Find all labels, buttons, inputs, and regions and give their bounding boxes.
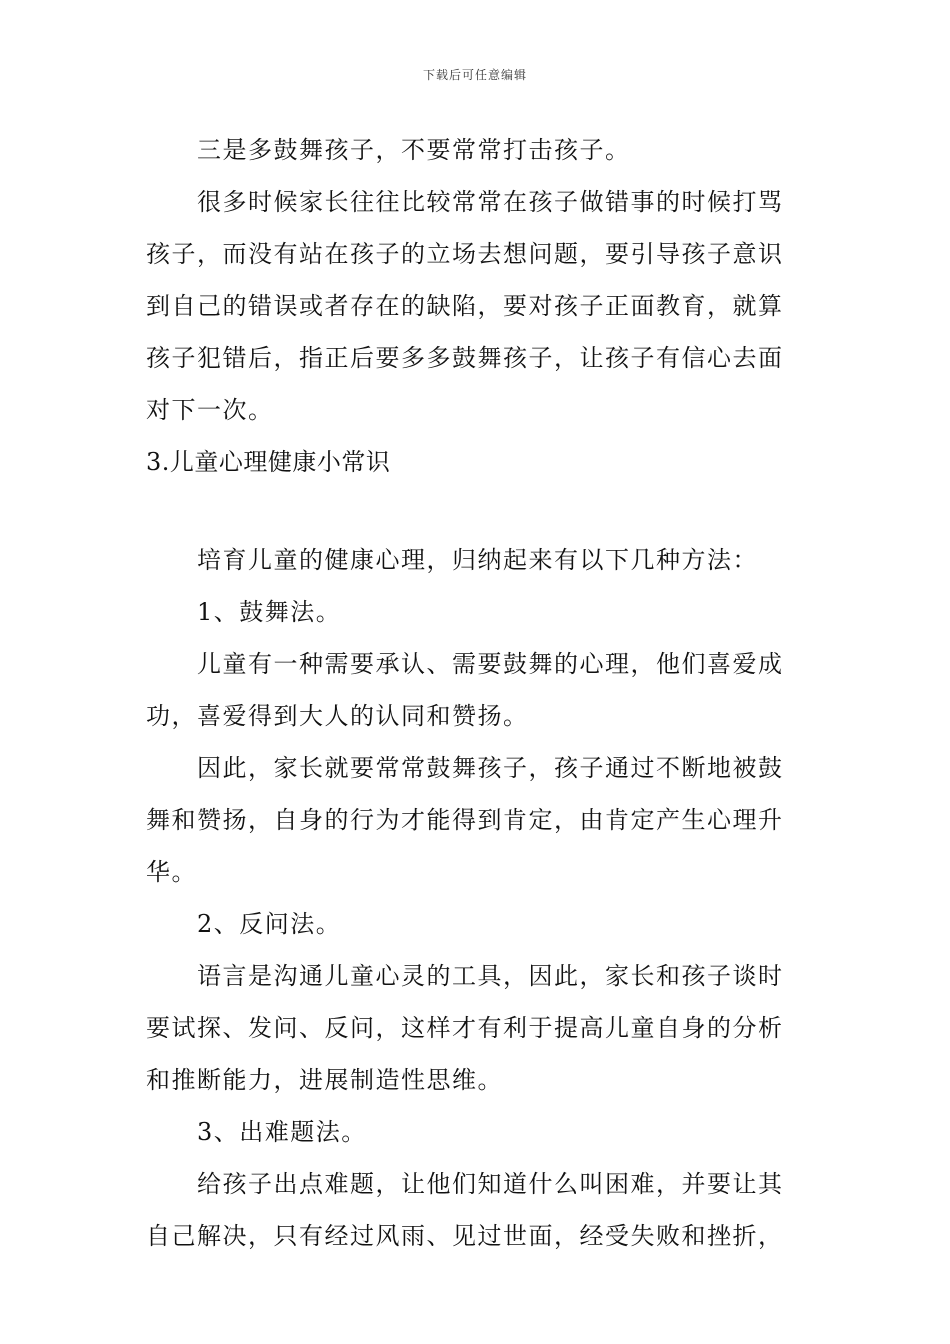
paragraph: 给孩子出点难题，让他们知道什么叫困难，并要让其自己解决，只有经过风雨、见过世面，经受失败和挫折， [146,1170,784,1250]
paragraph: 儿童有一种需要承认、需要鼓舞的心理，他们喜爱成功，喜爱得到大人的认同和赞扬。 [146,650,784,730]
method-title: 2、反问法。 [197,910,342,938]
method-title: 1、鼓舞法。 [197,598,342,626]
section-spacer [146,488,808,534]
document-body [146,124,808,1262]
paragraph: 语言是沟通儿童心灵的工具，因此，家长和孩子谈时要试探、发问、反问，这样才有利于提高儿童自身的分析和推断能力，进展制造性思维。 [146,962,784,1094]
paragraph: 三是多鼓舞孩子，不要常常打击孩子。 [197,136,631,164]
paragraph: 很多时候家长往往比较常常在孩子做错事的时候打骂孩子，而没有站在孩子的立场去想问题，要引导孩子意识到自己的错误或者存在的缺陷，要对孩子正面教育，就算孩子犯错后，指正后要多多鼓舞孩子，让孩子有信心去面对下一次。 [146,188,784,424]
section-heading: 3.儿童心理健康小常识 [146,448,391,476]
paragraph: 培育儿童的健康心理，归纳起来有以下几种方法： [197,546,758,574]
paragraph: 因此，家长就要常常鼓舞孩子，孩子通过不断地被鼓舞和赞扬，自身的行为才能得到肯定，由肯定产生心理升华。 [146,754,784,886]
page-header: 下载后可任意编辑 [422,68,527,82]
method-title: 3、出难题法。 [197,1118,367,1146]
